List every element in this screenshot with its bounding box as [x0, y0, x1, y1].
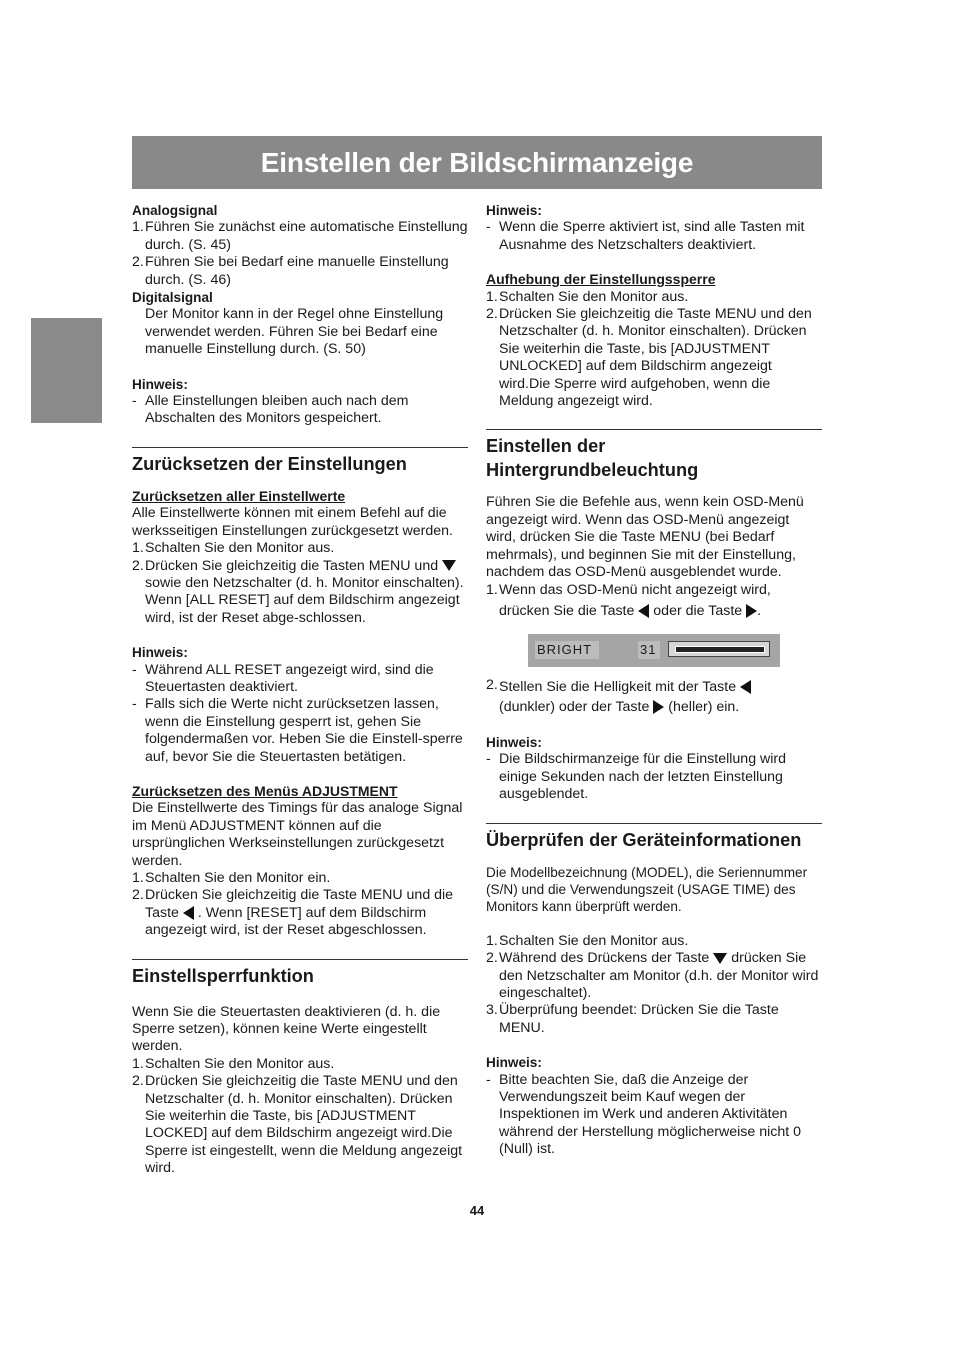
adjustment-reset-intro: Die Einstellwerte des Timings für das analoge Signal im Menü ADJUSTMENT können auf die ursprünglichen Werkseinstellungen zurückgesetzt werden.	[132, 800, 463, 869]
osd-brightness-bar	[668, 641, 770, 657]
list-item: 3. Überprüfung beendet: Drücken Sie die Taste MENU.	[486, 1002, 779, 1036]
lock-section-heading: Einstellsperrfunktion	[132, 959, 468, 988]
right-column	[486, 202, 822, 1159]
note-heading: Hinweis:	[486, 734, 542, 750]
list-item: 1. Schalten Sie den Monitor ein.	[132, 870, 331, 886]
list-item: 1. Schalten Sie den Monitor aus.	[132, 1055, 335, 1072]
down-arrow-icon	[442, 560, 456, 571]
note-heading: Hinweis:	[132, 645, 188, 661]
note-heading: Hinweis:	[132, 376, 188, 392]
list-item: 2. Drücken Sie gleichzeitig die Taste MENU und den Netzschalter (d. h. Monitor einschalten). Drücken Sie weiterhin die Taste, bis [ADJUSTMENT UNLOCKED] auf dem Bildschirm angezeigt wird.Die Sperre wird aufgehoben, wenn die Meldung angezeigt wird.	[486, 306, 812, 410]
info-intro: Die Modellbezeichnung (MODEL), die Seriennummer (S/N) und die Verwendungszeit (USAGE TIME) des Monitors kann überprüft werden.	[486, 864, 808, 915]
list-item: - Bitte beachten Sie, daß die Anzeige der Verwendungszeit beim Kauf wegen der Inspektionen im Werk und anderen Aktivitäten während der Herstellung möglicherweise nicht 0 (Null) ist.	[486, 1071, 802, 1158]
all-reset-subheading: Zurücksetzen aller Einstellwerte	[132, 487, 346, 504]
list-item: 2. Drücken Sie gleichzeitig die Tasten MENU und sowie den Netzschalter (d. h. Monitor einschalten). Wenn [ALL RESET] auf dem Bildschirm angezeigt wird, ist der Reset abge-schlossen.	[132, 557, 464, 626]
backlight-section-heading: Einstellen der Hintergrundbeleuchtung	[486, 429, 822, 482]
analog-list	[132, 219, 468, 289]
list-item: - Falls sich die Werte nicht zurücksetzen lassen, wenn die Einstellung gesperrt ist, gehen Sie folgendermaßen vor. Heben Sie die Einstell-sperre auf, bevor Sie die Steuertasten betätigen.	[132, 696, 463, 765]
left-column	[132, 202, 468, 1178]
left-arrow-icon	[183, 906, 194, 920]
list-item: 2. Drücken Sie gleichzeitig die Taste MENU und den Netzschalter (d. h. Monitor einschalten). Drücken Sie weiterhin die Taste, bis [ADJUSTMENT LOCKED] auf dem Bildschirm angezeigt wird.Die Sperre ist eingestellt, wenn die Meldung angezeigt wird.	[132, 1073, 463, 1177]
page-number: 44	[469, 1203, 485, 1218]
digital-heading: Digitalsignal	[132, 290, 213, 306]
list-item: 1. Wenn das OSD-Menü nicht angezeigt wird, drücken Sie die Taste oder die Taste .	[486, 581, 771, 619]
note-heading: Hinweis:	[486, 203, 542, 218]
list-item: - Während ALL RESET angezeigt wird, sind die Steuertasten deaktiviert.	[132, 661, 434, 695]
left-arrow-icon	[740, 680, 751, 694]
list-item: 2. Während des Drückens der Taste drücken Sie den Netzschalter am Monitor (d.h. der Monitor wird eingeschaltet).	[486, 950, 819, 1001]
osd-value: 31	[640, 641, 657, 657]
analog-heading: Analogsignal	[132, 203, 218, 218]
osd-brightness-display	[528, 634, 780, 667]
list-item: 2. Führen Sie bei Bedarf eine manuelle Einstellung durch. (S. 46)	[132, 254, 449, 288]
list-item: - Die Bildschirmanzeige für die Einstellung wird einige Sekunden nach der letzten Einstellung ausgeblendet.	[486, 751, 787, 803]
list-item: 1. Schalten Sie den Monitor aus.	[486, 932, 689, 949]
title-banner	[132, 136, 822, 189]
all-reset-intro: Alle Einstellwerte können mit einem Befehl auf die werksseitigen Einstellungen zurückgesetzt werden.	[132, 505, 453, 539]
unlock-subheading: Aufhebung der Einstellungssperre	[486, 271, 716, 288]
list-item: - Alle Einstellungen bleiben auch nach dem Abschalten des Monitors gespeichert.	[132, 393, 409, 427]
info-section-heading: Überprüfen der Geräteinformationen	[486, 823, 822, 852]
adjustment-reset-subheading: Zurücksetzen des Menüs ADJUSTMENT	[132, 782, 398, 799]
right-arrow-icon	[653, 700, 664, 714]
reset-section-heading: Zurücksetzen der Einstellungen	[132, 447, 468, 476]
right-arrow-icon	[746, 604, 757, 618]
list-item: 1. Führen Sie zunächst eine automatische Einstellung durch. (S. 45)	[132, 219, 468, 253]
left-arrow-icon	[638, 604, 649, 618]
lock-intro: Wenn Sie die Steuertasten deaktivieren (d. h. die Sperre setzen), können keine Werte eingestellt werden.	[132, 1003, 441, 1055]
page-title: Einstellen der Bildschirmanzeige	[260, 146, 694, 178]
list-item: - Wenn die Sperre aktiviert ist, sind alle Tasten mit Ausnahme des Netzschalters deaktiviert.	[486, 219, 805, 253]
list-item: 1. Schalten Sie den Monitor aus.	[132, 540, 335, 557]
osd-brightness-fill	[675, 646, 765, 653]
list-item: 2. Stellen Sie die Helligkeit mit der Taste (dunkler) oder der Taste (heller) ein.	[486, 677, 822, 717]
down-arrow-icon	[713, 953, 727, 964]
digital-text: Der Monitor kann in der Regel ohne Einstellung verwendet werden. Führen Sie bei Bedarf eine manuelle Einstellung durch. (S. 50)	[145, 306, 444, 358]
osd-label: BRIGHT	[537, 641, 593, 657]
note-heading: Hinweis:	[486, 1055, 542, 1071]
list-item: 1. Schalten Sie den Monitor aus.	[486, 288, 689, 305]
list-item: 2. Drücken Sie gleichzeitig die Taste MENU und die Taste . Wenn [RESET] auf dem Bildschirm angezeigt wird, ist der Reset abgeschlossen.	[132, 887, 454, 939]
language-side-tab	[31, 318, 102, 423]
backlight-intro: Führen Sie die Befehle aus, wenn kein OSD-Menü angezeigt wird. Wenn das OSD-Menü angezeigt wird, drücken Sie die Taste MENU (bei Bedarf mehrmals), und beginnen Sie mit der Einstellung, nachdem das OSD-Menü ausgeblendet wurde.	[486, 494, 804, 581]
